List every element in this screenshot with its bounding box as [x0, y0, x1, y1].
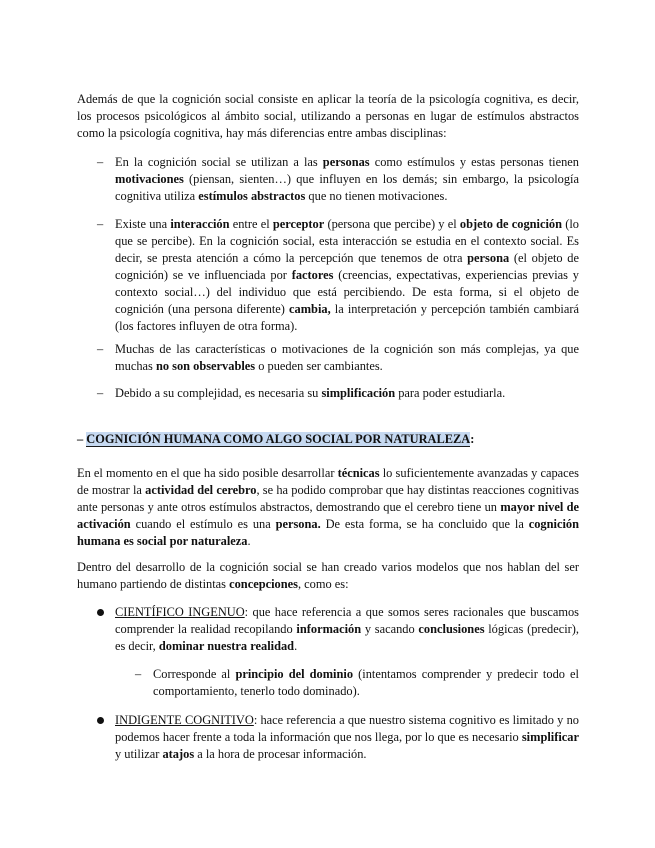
brain-activity-paragraph: En el momento en el que ha sido posible desarrollar técnicas lo suficientemente avanzadas y capaces de mostrar la actividad del cerebro, se ha podido comprobar que hay distintas reacciones cognitivas ante personas y ante otros estímulos abstractos, demostrando que el cerebro tiene un mayor nivel de activación cuando el estímulo es una persona. De esta forma, se ha concluido que la cognición humana es social por naturaleza.	[77, 466, 580, 548]
bullet-dot	[97, 717, 104, 724]
intro-paragraph: Además de que la cognición social consiste en aplicar la teoría de la psicología cognitiva, es decir, los procesos psicológicos al ámbito social, utilizando a personas en lugar de estímulos abstractos como la psicología cognitiva, hay más diferencias entre ambas disciplinas:	[77, 92, 579, 140]
section-heading-title: COGNICIÓN HUMANA COMO ALGO SOCIAL POR NATURALEZA	[86, 432, 471, 446]
difference-item	[77, 216, 579, 335]
bullet-dot	[97, 609, 104, 616]
section-heading: – COGNICIÓN HUMANA COMO ALGO SOCIAL POR NATURALEZA:	[77, 432, 475, 446]
list-dash: –	[97, 386, 104, 400]
models-intro-paragraph: Dentro del desarrollo de la cognición social se han creado varios modelos que nos hablan del ser humano partiendo de distintas concepciones, como es:	[77, 560, 579, 591]
difference-item	[77, 154, 579, 205]
model-name: INDIGENTE COGNITIVO	[115, 713, 254, 727]
difference-text: Existe una interacción entre el perceptor (persona que percibe) y el objeto de cognición (lo que se percibe). En la cognición social, esta interacción se estudia en el contexto social. Es decir, se presta atención a cómo la percepción que tenemos de otra persona (el objeto de cognición) se ve influenciada por factores (creencias, expectativas, experiencias previas y contexto social…) del individuo que está percibiendo. De esta forma, si el objeto de cognición (una persona diferente) cambia, la interpretación y percepción también cambiará (los factores influyen de otra forma).	[115, 217, 580, 333]
model-text: CIENTÍFICO INGENUO: que hace referencia a que somos seres racionales que buscamos comprender la realidad recopilando información y sacando conclusiones lógicas (predecir), es decir, dominar nuestra realidad.	[115, 605, 580, 653]
difference-item	[77, 385, 579, 402]
model-item	[77, 604, 579, 655]
difference-text: Muchas de las características o motivaciones de la cognición son más complejas, ya que muchas no son observables o pueden ser cambiantes.	[115, 342, 579, 373]
model-name: CIENTÍFICO INGENUO	[115, 605, 245, 619]
difference-item	[77, 341, 579, 375]
list-dash: –	[135, 667, 142, 681]
difference-text: Debido a su complejidad, es necesaria su simplificación para poder estudiarla.	[115, 386, 506, 400]
list-dash: –	[97, 217, 104, 231]
model-item	[77, 712, 579, 763]
subitem-text: Corresponde al principio del dominio (intentamos comprender y predecir todo el comportamiento, tenerlo todo dominado).	[153, 667, 579, 698]
model-text: INDIGENTE COGNITIVO: hace referencia a que nuestro sistema cognitivo es limitado y no podemos hacer frente a toda la información que nos llega, por lo que es necesario simplificar y utilizar atajos a la hora de procesar información.	[115, 713, 579, 761]
list-dash: –	[97, 155, 104, 169]
model-subitem	[115, 666, 579, 700]
difference-text: En la cognición social se utilizan a las personas como estímulos y estas personas tienen motivaciones (piensan, sienten…) que influyen en los demás; sin embargo, la psicología cognitiva utiliza estímulos abstractos que no tienen motivaciones.	[115, 155, 579, 203]
list-dash: –	[97, 342, 104, 356]
